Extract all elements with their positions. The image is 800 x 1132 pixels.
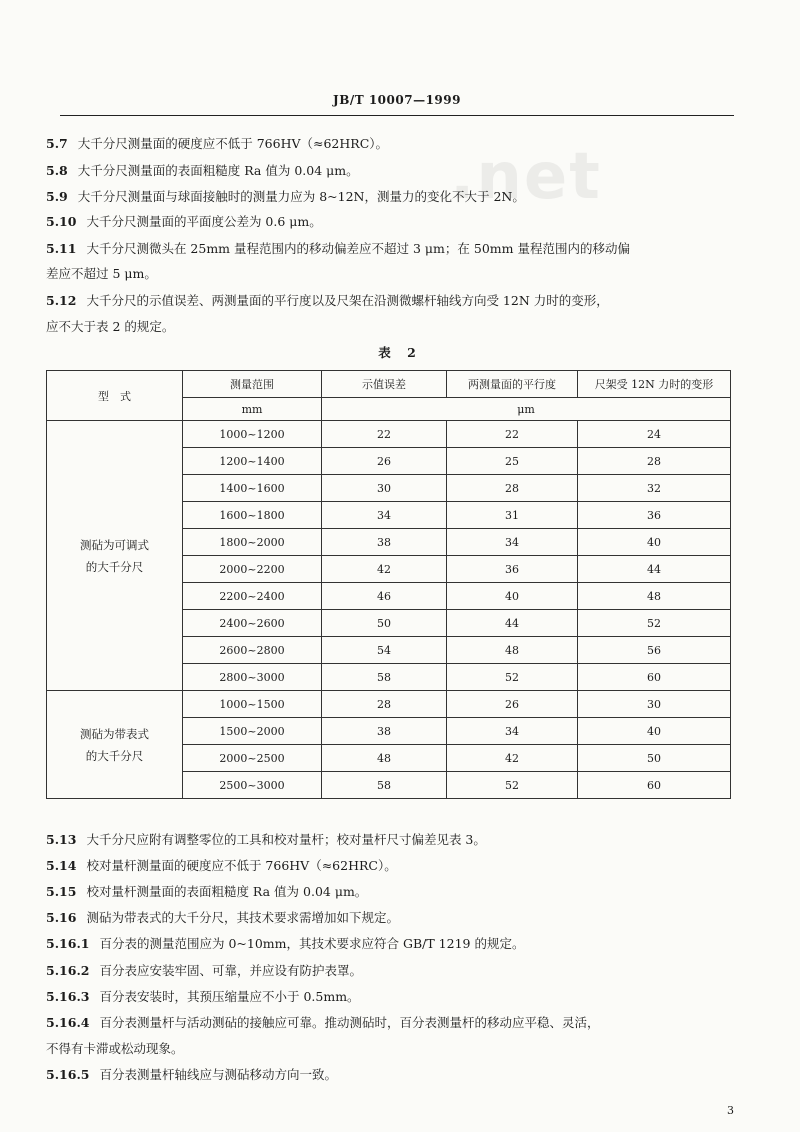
clause-5-16-5: 5.16.5 百分表测量杆轴线应与测砧移动方向一致。 — [46, 1067, 338, 1082]
clause-5-8: 5.8 大千分尺测量面的表面粗糙度 Ra 值为 0.04 μm。 — [46, 163, 359, 178]
table-row: 2000~2500 48 42 50 — [47, 745, 731, 772]
table-row: 1800~2000 38 34 40 — [47, 529, 731, 556]
header-deform: 尺架受 12N 力时的变形 — [578, 371, 731, 398]
table-row: 1400~1600 30 28 32 — [47, 475, 731, 502]
header-type: 型 式 — [47, 371, 183, 421]
clause-5-14: 5.14 校对量杆测量面的硬度应不低于 766HV（≈62HRC）。 — [46, 858, 397, 873]
table-row: 1500~2000 38 34 40 — [47, 718, 731, 745]
clause-5-13: 5.13 大千分尺应附有调整零位的工具和校对量杆；校对量杆尺寸偏差见表 3。 — [46, 832, 486, 847]
clause-5-16-1: 5.16.1 百分表的测量范围应为 0~10mm，其技术要求应符合 GB/T 1219 的规定。 — [46, 936, 525, 951]
table-row: 1600~1800 34 31 36 — [47, 502, 731, 529]
header-parallel: 两测量面的平行度 — [447, 371, 578, 398]
unit-um: μm — [322, 398, 731, 421]
table-row: 测砧为可调式 的大千分尺 1000~1200 22 22 24 — [47, 421, 731, 448]
clause-5-12-cont: 应不大于表 2 的规定。 — [46, 319, 175, 334]
header-divider — [60, 115, 734, 116]
table-row: 2600~2800 54 48 56 — [47, 637, 731, 664]
table-row: 2200~2400 46 40 48 — [47, 583, 731, 610]
clause-5-16: 5.16 测砧为带表式的大千分尺，其技术要求需增加如下规定。 — [46, 910, 399, 925]
table-row: 测砧为带表式 的大千分尺 1000~1500 28 26 30 — [47, 691, 731, 718]
table-2 — [46, 370, 731, 799]
table-row: 2400~2600 50 44 52 — [47, 610, 731, 637]
clause-5-11-cont: 差应不超过 5 μm。 — [46, 266, 157, 281]
clause-5-9: 5.9 大千分尺测量面与球面接触时的测量力应为 8~12N，测量力的变化不大于 2N。 — [46, 189, 525, 204]
group-dial: 测砧为带表式 的大千分尺 — [47, 691, 183, 799]
header-error: 示值误差 — [322, 371, 447, 398]
clause-5-16-4-cont: 不得有卡滞或松动现象。 — [46, 1041, 184, 1056]
page-header: JB/T 10007—1999 — [333, 93, 461, 107]
clause-5-15: 5.15 校对量杆测量面的表面粗糙度 Ra 值为 0.04 μm。 — [46, 884, 368, 899]
group-adjustable: 测砧为可调式 的大千分尺 — [47, 421, 183, 691]
clause-5-11: 5.11 大千分尺测微头在 25mm 量程范围内的移动偏差应不超过 3 μm；在 50mm 量程范围内的移动偏 — [46, 241, 630, 256]
watermark: .net — [450, 140, 602, 214]
page-number: 3 — [727, 1104, 734, 1117]
header-range: 测量范围 — [183, 371, 322, 398]
table-row: 1200~1400 26 25 28 — [47, 448, 731, 475]
table-row: 2800~3000 58 52 60 — [47, 664, 731, 691]
clause-5-10: 5.10 大千分尺测量面的平面度公差为 0.6 μm。 — [46, 214, 322, 229]
clause-5-12: 5.12 大千分尺的示值误差、两测量面的平行度以及尺架在沿测微螺杆轴线方向受 12N 力时的变形， — [46, 293, 609, 308]
clause-5-7: 5.7 大千分尺测量面的硬度应不低于 766HV（≈62HRC）。 — [46, 136, 389, 151]
table-row: 2500~3000 58 52 60 — [47, 772, 731, 799]
clause-5-16-2: 5.16.2 百分表应安装牢固、可靠，并应设有防护表罩。 — [46, 963, 363, 978]
clause-5-16-3: 5.16.3 百分表安装时，其预压缩量应不小于 0.5mm。 — [46, 989, 360, 1004]
table-title: 表 2 — [378, 345, 422, 360]
clause-5-16-4: 5.16.4 百分表测量杆与活动测砧的接触应可靠。推动测砧时，百分表测量杆的移动应平稳、灵活， — [46, 1015, 600, 1030]
unit-mm: mm — [183, 398, 322, 421]
table-row: 2000~2200 42 36 44 — [47, 556, 731, 583]
